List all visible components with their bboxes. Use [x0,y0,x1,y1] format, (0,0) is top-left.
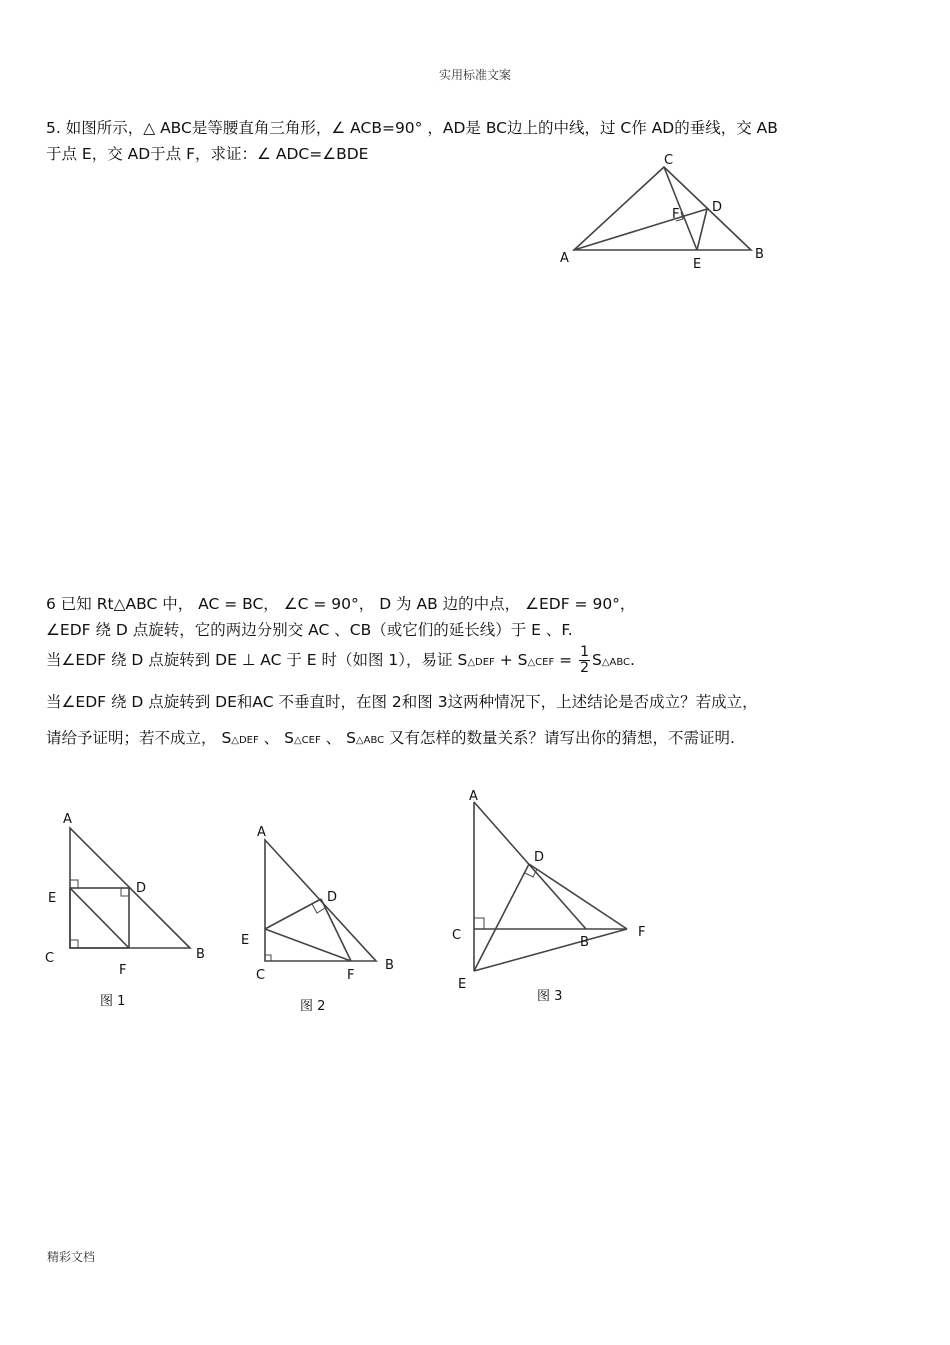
problem6-line3 [46,645,635,676]
fig2-label-c: C [256,968,266,983]
fig1-segment-ef [70,888,129,948]
fig2-triangle-abc [265,840,376,961]
fig2-segment-de [265,899,321,929]
fig2-right-angle-d [312,904,325,913]
s-abc-2-sub: △ABC [355,735,385,746]
figure-2 [241,820,405,990]
fig2-label-a: A [257,825,266,840]
separator-1: 、 [258,729,285,747]
fraction-one-half [579,645,590,676]
line3-text: 当∠EDF 绕 D 点旋转到 DE ⊥ AC 于 E 时（如图 1），易证 [46,651,458,669]
s-cef-2-sub: △CEF [293,735,321,746]
fig2-label-e: E [241,933,250,948]
fig3-segment-ef [474,929,627,971]
s-cef-sub: △CEF [527,657,555,668]
fig3-label-d: D [534,850,545,865]
fraction-numerator: 1 [580,644,589,660]
figure-1 [40,805,220,985]
fig1-right-angle-c [70,940,78,948]
problem6-line2: ∠EDF 绕 D 点旋转，它的两边分别交 AC 、CB（或它们的延长线）于 E 、F. [46,621,573,639]
problem6-line4: 当∠EDF 绕 D 点旋转到 DE和AC 不垂直时，在图 2和图 3这两种情况下，上述结论是否成立？若成立， [46,693,758,711]
p5-label-c: C [664,153,674,168]
fraction-denominator: 2 [580,660,589,676]
fig3-label-f: F [638,925,646,940]
fig2-label-d: D [327,890,338,905]
period: . [630,651,635,669]
s-def: S [457,651,468,669]
p5-segment-ad [574,209,707,250]
fig3-label-a: A [469,789,478,804]
fig1-label-b: B [196,947,205,962]
problem5-line1: 5. 如图所示，△ ABC是等腰直角三角形，∠ ACB=90° ，AD是 BC边上的中线，过 C作 AD的垂线，交 AB [46,119,778,137]
s-abc-sub: △ABC [601,657,631,668]
p5-label-b: B [755,247,764,262]
s-def-2-sub: △DEF [231,735,259,746]
s-def-2: S [221,729,232,747]
fig1-label-d: D [136,881,147,896]
p5-segment-de [697,209,707,250]
s-abc-2: S [346,729,356,747]
p5-label-f: F [672,207,680,222]
plus-sign: + [494,651,518,669]
figure-2-caption: 图 2 [300,999,326,1014]
problem5-figure [540,150,770,275]
problem5-line2: 于点 E，交 AD于点 F，求证：∠ ADC=∠BDE [46,145,369,163]
fig3-label-c: C [452,928,462,943]
fig3-label-e: E [458,977,467,992]
separator-2: 、 [320,729,347,747]
p5-segment-ce [664,167,697,250]
line5-post: 又有怎样的数量关系？请写出你的猜想，不需证明. [384,729,735,747]
line5-pre: 请给予证明；若不成立， [46,729,222,747]
page-footer: 精彩文档 [47,1250,96,1264]
fig2-right-angle-c [265,955,271,961]
fig1-label-e: E [48,891,57,906]
figure-3 [445,785,665,995]
p5-label-e: E [693,257,702,272]
fig1-label-a: A [63,812,72,827]
equals-sign: = [554,651,578,669]
fig1-right-angle-d [121,888,129,896]
fig2-label-b: B [385,958,394,973]
p5-label-d: D [712,200,723,215]
fig2-label-f: F [347,968,355,983]
p5-label-a: A [560,251,569,266]
fig1-label-f: F [119,963,127,978]
s-def-sub: △DEF [467,657,495,668]
problem6-line1: 6 已知 Rt△ABC 中， AC = BC， ∠C = 90°， D 为 AB 边的中点， ∠EDF = 90°， [46,595,636,613]
page-header: 实用标准文案 [438,68,511,82]
fig1-label-c: C [45,951,55,966]
fig3-right-angle-c [474,918,484,929]
figure-1-caption: 图 1 [100,994,126,1009]
p5-triangle-abc [574,167,751,250]
figure-3-caption: 图 3 [537,989,563,1004]
s-cef: S [517,651,528,669]
s-cef-2: S [284,729,294,747]
fig3-label-b: B [580,935,589,950]
problem6-line5 [46,726,735,748]
fig1-right-angle-e [70,880,78,888]
s-abc: S [591,651,602,669]
